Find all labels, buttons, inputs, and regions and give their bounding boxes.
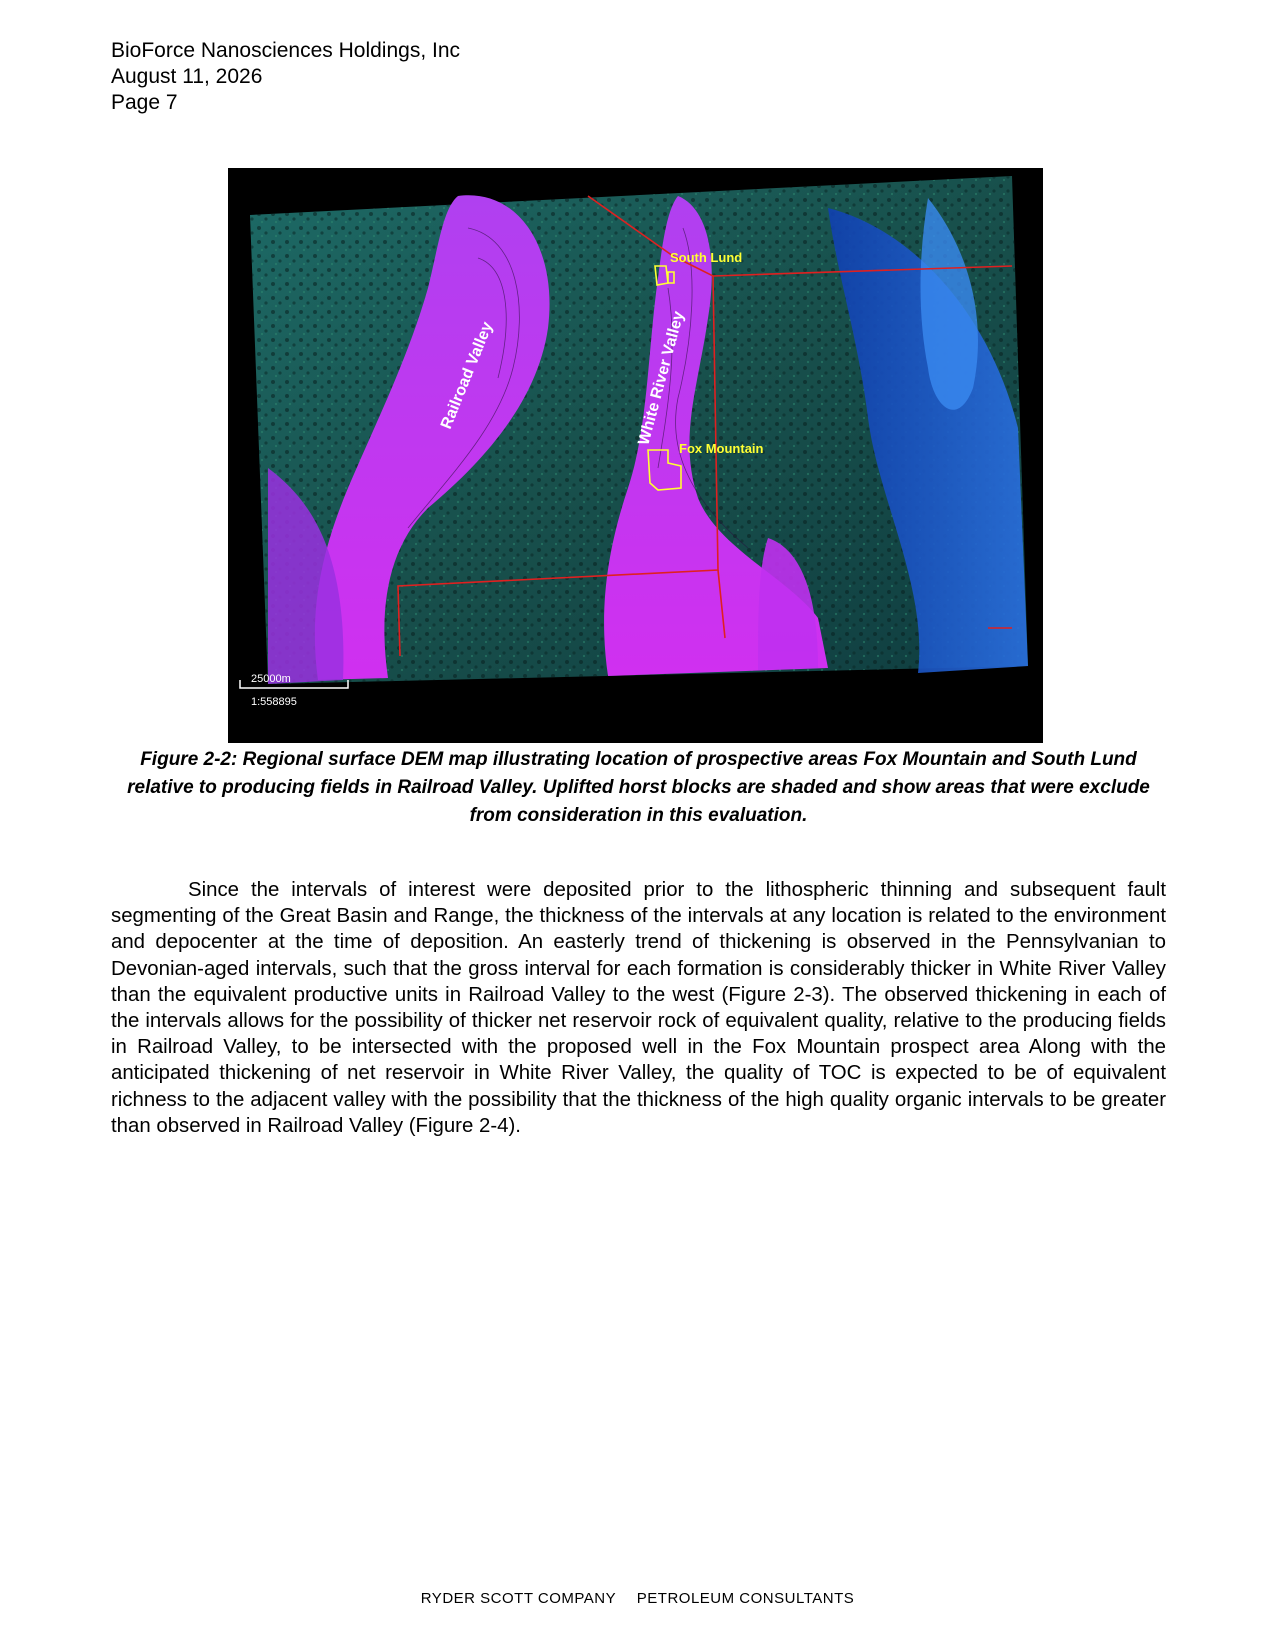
scale-bar-distance: 25000m [251,673,291,685]
dem-map-figure [228,168,1043,743]
label-railroad-valley: Railroad Valley [437,319,497,432]
dem-map-image [228,168,1043,743]
document-header [111,38,460,116]
document-date: August 11, 2026 [111,65,263,88]
page-number: Page 7 [111,91,178,114]
footer-tagline: PETROLEUM CONSULTANTS [636,1590,855,1607]
footer-company: RYDER SCOTT COMPANY [420,1590,617,1607]
scale-ratio: 1:558895 [251,696,297,708]
company-name: BioForce Nanosciences Holdings, Inc [111,39,461,62]
page-footer [0,1590,1275,1607]
label-white-river-valley: White River Valley [635,309,688,448]
figure-caption: Figure 2-2: Regional surface DEM map illustrating location of prospective areas Fox Mountain and South Lund relative to producing fields in Railroad Valley. Uplifted horst blocks are shaded and show areas that were exclude from consideration in this evaluation. [127,749,1150,826]
label-fox-mountain: Fox Mountain [679,441,764,456]
label-south-lund: South Lund [670,250,743,265]
body-paragraph: Since the intervals of interest were deposited prior to the lithospheric thinning and subsequent fault segmenting of the Great Basin and Range, the thickness of the intervals at any location is related to the environment and depocenter at the time of deposition. An easterly trend of thickening is observed in the Pennsylvanian to Devonian-aged intervals, such that the gross interval for each formation is considerably thicker in White River Valley than the equivalent productive units in Railroad Valley to the west (Figure 2-3). The observed thickening in each of the intervals allows for the possibility of thicker net reservoir rock of equivalent quality, relative to the producing fields in Railroad Valley, to be intersected with the proposed well in the Fox Mountain prospect area Along with the anticipated thickening of net reservoir in White River Valley, the quality of TOC is expected to be of equivalent richness to the adjacent valley with the possibility that the thickness of the high quality organic intervals to be greater than observed in Railroad Valley (Figure 2-4). [111,879,1166,1137]
